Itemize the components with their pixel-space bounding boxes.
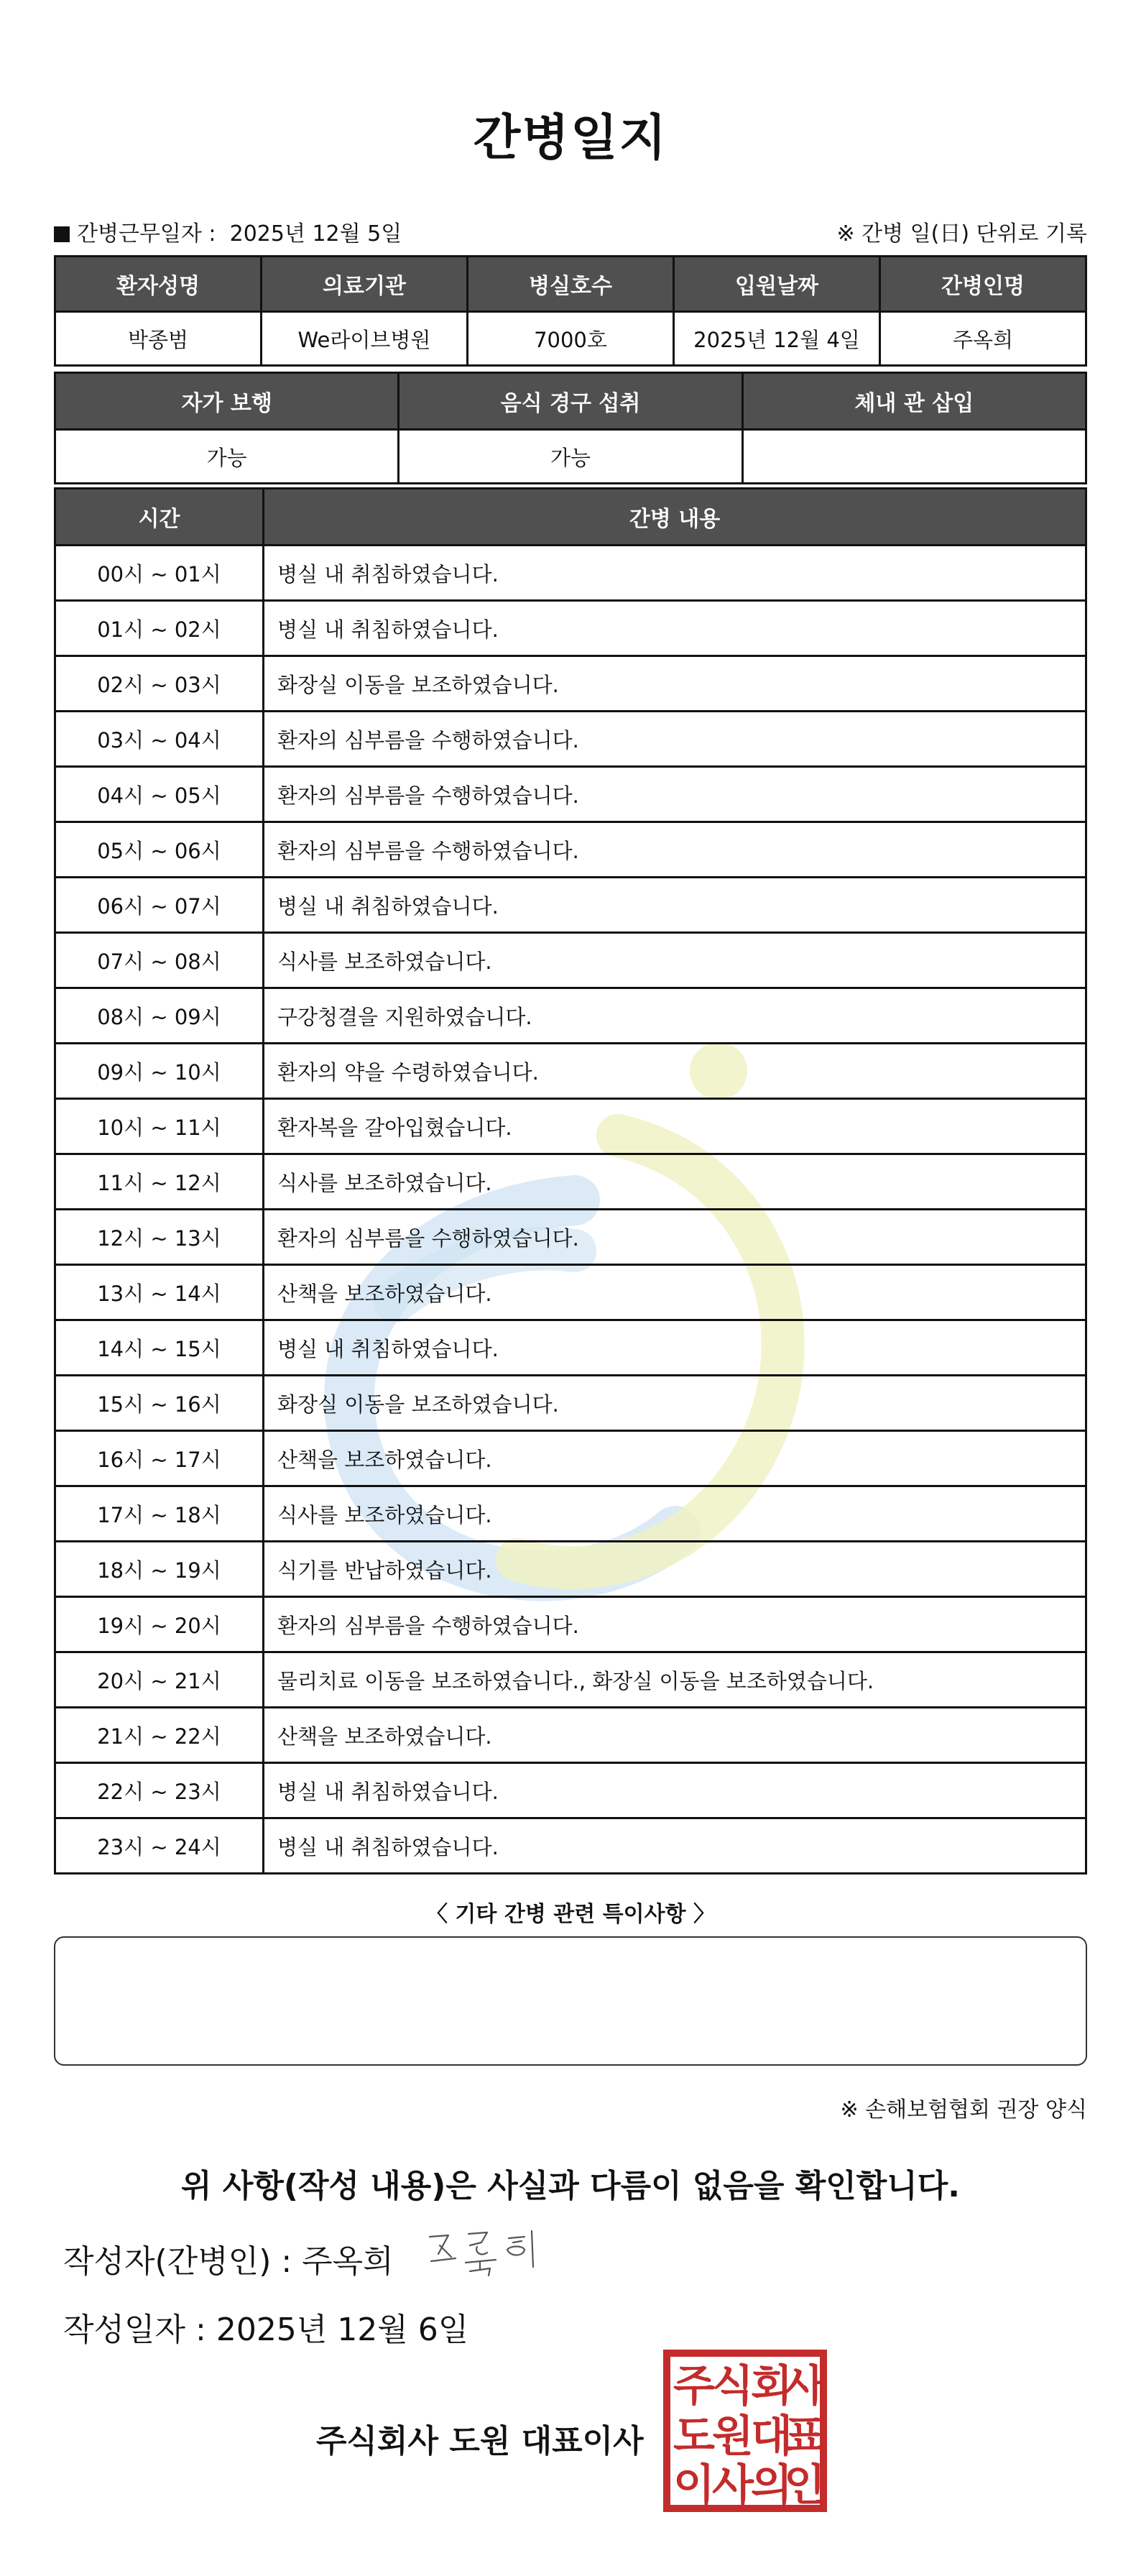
work-date [54, 216, 402, 247]
svg-text:주: 주 [673, 2361, 715, 2411]
svg-text:인: 인 [784, 2460, 826, 2511]
table-row [55, 767, 1086, 822]
care-log-header-row [55, 489, 1086, 546]
header-admission-date: 입원날짜 [674, 257, 880, 312]
meta-row [54, 216, 1087, 247]
care-description: 환자의 심부름을 수행하였습니다. [264, 1210, 1086, 1265]
patient-name: 박종범 [55, 312, 262, 366]
time-slot: 21시 ~ 22시 [55, 1708, 264, 1763]
header-hospital: 의료기관 [262, 257, 468, 312]
patient-info-header-row [55, 257, 1086, 312]
admission-date: 2025년 12월 4일 [674, 312, 880, 366]
time-slot: 05시 ~ 06시 [55, 822, 264, 878]
written-date-label: 작성일자 : [63, 2312, 206, 2348]
svg-text:표: 표 [784, 2411, 826, 2462]
room-number: 7000호 [468, 312, 674, 366]
unit-note: ※ 간병 일(日) 단위로 기록 [836, 221, 1087, 247]
header-self-walking: 자가 보행 [55, 373, 399, 430]
self-walking-value: 가능 [55, 430, 399, 484]
status-header-row [55, 373, 1086, 430]
special-notes-title: 〈 기타 간병 관련 특이사항 〉 [425, 1902, 716, 1927]
svg-text:대: 대 [751, 2411, 793, 2462]
time-slot: 11시 ~ 12시 [55, 1154, 264, 1210]
care-description: 병실 내 취침하였습니다. [264, 546, 1086, 601]
header-tube-insertion: 체내 관 삽입 [742, 373, 1086, 430]
table-row [55, 878, 1086, 933]
table-row [55, 1431, 1086, 1486]
table-row [55, 1044, 1086, 1099]
company-name: 주식회사 도원 대표이사 [316, 2423, 644, 2460]
table-row [55, 1099, 1086, 1154]
care-description: 환자의 심부름을 수행하였습니다. [264, 712, 1086, 767]
table-row [55, 1708, 1086, 1763]
care-description: 식기를 반납하였습니다. [264, 1542, 1086, 1597]
table-row [55, 1763, 1086, 1818]
work-date-value: 2025년 12월 5일 [229, 221, 402, 247]
time-slot: 23시 ~ 24시 [55, 1818, 264, 1874]
patient-info-table [54, 255, 1087, 367]
svg-text:의: 의 [751, 2460, 793, 2511]
caregiver-name: 주옥희 [880, 312, 1086, 366]
time-slot: 16시 ~ 17시 [55, 1431, 264, 1486]
time-slot: 03시 ~ 04시 [55, 712, 264, 767]
tube-insertion-value [742, 430, 1086, 484]
care-description: 환자의 심부름을 수행하였습니다. [264, 1597, 1086, 1652]
care-description: 환자의 심부름을 수행하였습니다. [264, 822, 1086, 878]
care-description: 구강청결을 지원하였습니다. [264, 988, 1086, 1044]
care-description: 식사를 보조하였습니다. [264, 933, 1086, 988]
table-row [55, 988, 1086, 1044]
table-row [55, 601, 1086, 656]
care-description: 식사를 보조하였습니다. [264, 1154, 1086, 1210]
time-slot: 19시 ~ 20시 [55, 1597, 264, 1652]
status-value-row [55, 430, 1086, 484]
oral-intake-value: 가능 [399, 430, 742, 484]
header-care-content: 간병 내용 [264, 489, 1086, 546]
care-log-body [55, 546, 1086, 1874]
time-slot: 00시 ~ 01시 [55, 546, 264, 601]
table-row [55, 712, 1086, 767]
care-description: 환자의 심부름을 수행하였습니다. [264, 767, 1086, 822]
time-slot: 07시 ~ 08시 [55, 933, 264, 988]
time-slot: 17시 ~ 18시 [55, 1486, 264, 1542]
document-title: 간병일지 [473, 110, 668, 167]
square-bullet-icon [54, 226, 70, 242]
care-description: 병실 내 취침하였습니다. [264, 878, 1086, 933]
time-slot: 15시 ~ 16시 [55, 1376, 264, 1431]
time-slot: 10시 ~ 11시 [55, 1099, 264, 1154]
care-description: 산책을 보조하였습니다. [264, 1431, 1086, 1486]
care-description: 환자의 약을 수령하였습니다. [264, 1044, 1086, 1099]
care-description: 병실 내 취침하였습니다. [264, 1763, 1086, 1818]
header-time: 시간 [55, 489, 264, 546]
header-caregiver: 간병인명 [880, 257, 1086, 312]
care-description: 산책을 보조하였습니다. [264, 1708, 1086, 1763]
work-date-label: 간병근무일자 : [77, 221, 216, 247]
care-description: 환자복을 갈아입혔습니다. [264, 1099, 1086, 1154]
patient-info-value-row [55, 312, 1086, 366]
care-log-table [54, 487, 1087, 1874]
table-row [55, 822, 1086, 878]
handwritten-signature [424, 2221, 546, 2286]
table-row [55, 1154, 1086, 1210]
writer-label: 작성자(간병인) : [63, 2243, 292, 2280]
written-date-line [63, 2304, 468, 2350]
written-date-value: 2025년 12월 6일 [216, 2312, 469, 2348]
table-row [55, 1818, 1086, 1874]
svg-text:사: 사 [712, 2460, 754, 2511]
time-slot: 18시 ~ 19시 [55, 1542, 264, 1597]
time-slot: 13시 ~ 14시 [55, 1265, 264, 1320]
care-description: 화장실 이동을 보조하였습니다. [264, 656, 1086, 712]
table-row [55, 1486, 1086, 1542]
care-description: 병실 내 취침하였습니다. [264, 1818, 1086, 1874]
time-slot: 09시 ~ 10시 [55, 1044, 264, 1099]
header-oral-intake: 음식 경구 섭취 [399, 373, 742, 430]
special-notes-box [54, 1936, 1087, 2066]
table-row [55, 1652, 1086, 1708]
table-row [55, 1265, 1086, 1320]
care-description: 화장실 이동을 보조하였습니다. [264, 1376, 1086, 1431]
care-description: 병실 내 취침하였습니다. [264, 601, 1086, 656]
table-row [55, 1210, 1086, 1265]
hospital: We라이브병원 [262, 312, 468, 366]
table-row [55, 1542, 1086, 1597]
time-slot: 14시 ~ 15시 [55, 1320, 264, 1376]
time-slot: 04시 ~ 05시 [55, 767, 264, 822]
time-slot: 08시 ~ 09시 [55, 988, 264, 1044]
confirmation-statement: 위 사항(작성 내용)은 사실과 다름이 없음을 확인합니다. [181, 2168, 960, 2204]
table-row [55, 933, 1086, 988]
svg-text:원: 원 [712, 2411, 754, 2462]
writer-name: 주옥희 [302, 2243, 394, 2280]
table-row [55, 546, 1086, 601]
svg-text:사: 사 [784, 2361, 826, 2411]
time-slot: 22시 ~ 23시 [55, 1763, 264, 1818]
care-description: 산책을 보조하였습니다. [264, 1265, 1086, 1320]
status-table [54, 372, 1087, 484]
svg-text:이: 이 [673, 2460, 715, 2511]
time-slot: 06시 ~ 07시 [55, 878, 264, 933]
header-room: 병실호수 [468, 257, 674, 312]
table-row [55, 1376, 1086, 1431]
svg-text:도: 도 [673, 2411, 715, 2462]
table-row [55, 1320, 1086, 1376]
writer-line [63, 2235, 394, 2281]
table-row [55, 656, 1086, 712]
svg-text:식: 식 [712, 2361, 754, 2411]
company-seal-stamp [662, 2349, 828, 2513]
time-slot: 20시 ~ 21시 [55, 1652, 264, 1708]
svg-text:회: 회 [751, 2361, 793, 2411]
care-description: 병실 내 취침하였습니다. [264, 1320, 1086, 1376]
time-slot: 12시 ~ 13시 [55, 1210, 264, 1265]
care-description: 식사를 보조하였습니다. [264, 1486, 1086, 1542]
table-row [55, 1597, 1086, 1652]
form-note: ※ 손해보험협회 권장 양식 [840, 2097, 1087, 2122]
header-patient-name: 환자성명 [55, 257, 262, 312]
care-description: 물리치료 이동을 보조하였습니다., 화장실 이동을 보조하였습니다. [264, 1652, 1086, 1708]
time-slot: 01시 ~ 02시 [55, 601, 264, 656]
time-slot: 02시 ~ 03시 [55, 656, 264, 712]
